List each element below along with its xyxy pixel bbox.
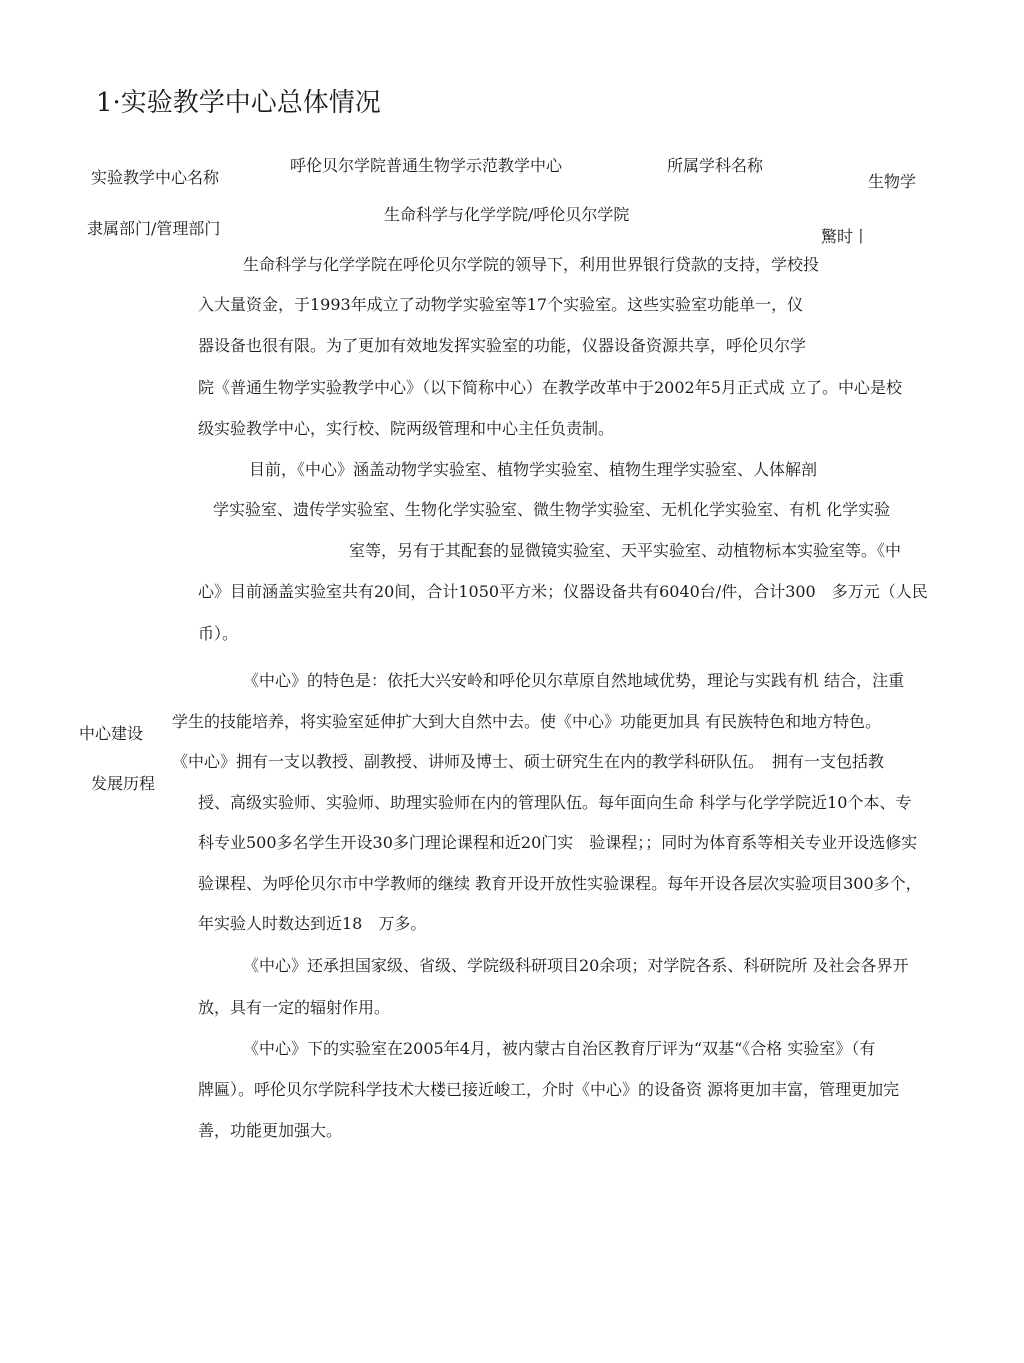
body-line: 放，具有一定的辐射作用。 xyxy=(198,998,391,1017)
body-line: 验课程、为呼伦贝尔市中学教师的继续 教育开设开放性实验课程。每年开设各层次实验项目300多个， xyxy=(198,874,922,893)
body-line: 目前，《中心》涵盖动物学实验室、植物学实验室、植物生理学实验室、人体解剖 xyxy=(249,460,818,479)
body-line: 学生的技能培养，将实验室延伸扩大到大自然中去。使《中心》功能更加具 有民族特色和地方特色。 xyxy=(172,712,882,731)
body-line: 院《普通生物学实验教学中心》（以下简称中心）在教学改革中于2002年5月正式成 立了。中心是校 xyxy=(198,378,902,397)
discipline-label: 所属学科名称 xyxy=(667,156,764,175)
body-line: 器设备也很有限。为了更加有效地发挥实验室的功能，仪器设备资源共享，呼伦贝尔学 xyxy=(198,336,807,355)
side-label-line1: 中心建设 xyxy=(79,724,144,743)
side-label-line2: 发展历程 xyxy=(91,774,156,793)
center-name-label: 实验教学中心名称 xyxy=(91,168,220,187)
stray-text: 驚时丨 xyxy=(821,227,870,246)
discipline-value: 生物学 xyxy=(868,172,917,191)
department-label: 隶属部门/管理部门 xyxy=(87,219,221,238)
body-line: 币）。 xyxy=(198,624,239,643)
center-name-value: 呼伦贝尔学院普通生物学示范教学中心 xyxy=(290,156,563,175)
body-line: 入大量资金，于1993年成立了动物学实验室等17个实验室。这些实验室功能单一，仪 xyxy=(198,295,804,314)
section-heading: 1·实验教学中心总体情况 xyxy=(96,88,381,118)
body-line: 科专业500多名学生开设30多门理论课程和近20门实 验课程；；同时为体育系等相关专业开设选修实 xyxy=(198,833,918,852)
body-line: 年实验人时数达到近18 万多。 xyxy=(198,914,427,933)
body-line: 善，功能更加强大。 xyxy=(198,1121,343,1140)
body-line: 牌匾）。呼伦贝尔学院科学技术大楼已接近峻工，介时《中心》的设备资 源将更加丰富，管理更加完 xyxy=(198,1080,900,1099)
body-line: 心》目前涵盖实验室共有20间，合计1050平方米；仪器设备共有6040台/件，合计300 多万元（人民 xyxy=(198,582,928,601)
body-line: 级实验教学中心，实行校、院两级管理和中心主任负责制。 xyxy=(198,419,615,438)
body-line: 《中心》的特色是：依托大兴安岭和呼伦贝尔草原自然地域优势，理论与实践有机 结合，注重 xyxy=(243,671,905,690)
body-line: 室等，另有于其配套的显微镜实验室、天平实验室、动植物标本实验室等。《中 xyxy=(349,541,902,560)
body-line: 《中心》拥有一支以教授、副教授、讲师及博士、硕士研究生在内的教学科研队伍。 拥有一支包括教 xyxy=(172,752,885,771)
body-line: 授、高级实验师、实验师、助理实验师在内的管理队伍。每年面向生命 科学与化学学院近10个本、专 xyxy=(198,793,912,812)
body-line: 《中心》还承担国家级、省级、学院级科研项目20余项；对学院各系、科研院所 及社会各界开 xyxy=(243,956,909,975)
body-line: 《中心》下的实验室在2005年4月，被内蒙古自治区教育厅评为“双基“《合格 实验室》（有 xyxy=(243,1039,876,1058)
body-line: 学实验室、遗传学实验室、生物化学实验室、微生物学实验室、无机化学实验室、有机 化学实验 xyxy=(213,500,891,519)
department-value: 生命科学与化学学院/呼伦贝尔学院 xyxy=(384,205,630,224)
body-line: 生命科学与化学学院在呼伦贝尔学院的领导下，利用世界银行贷款的支持，学校投 xyxy=(243,255,820,274)
